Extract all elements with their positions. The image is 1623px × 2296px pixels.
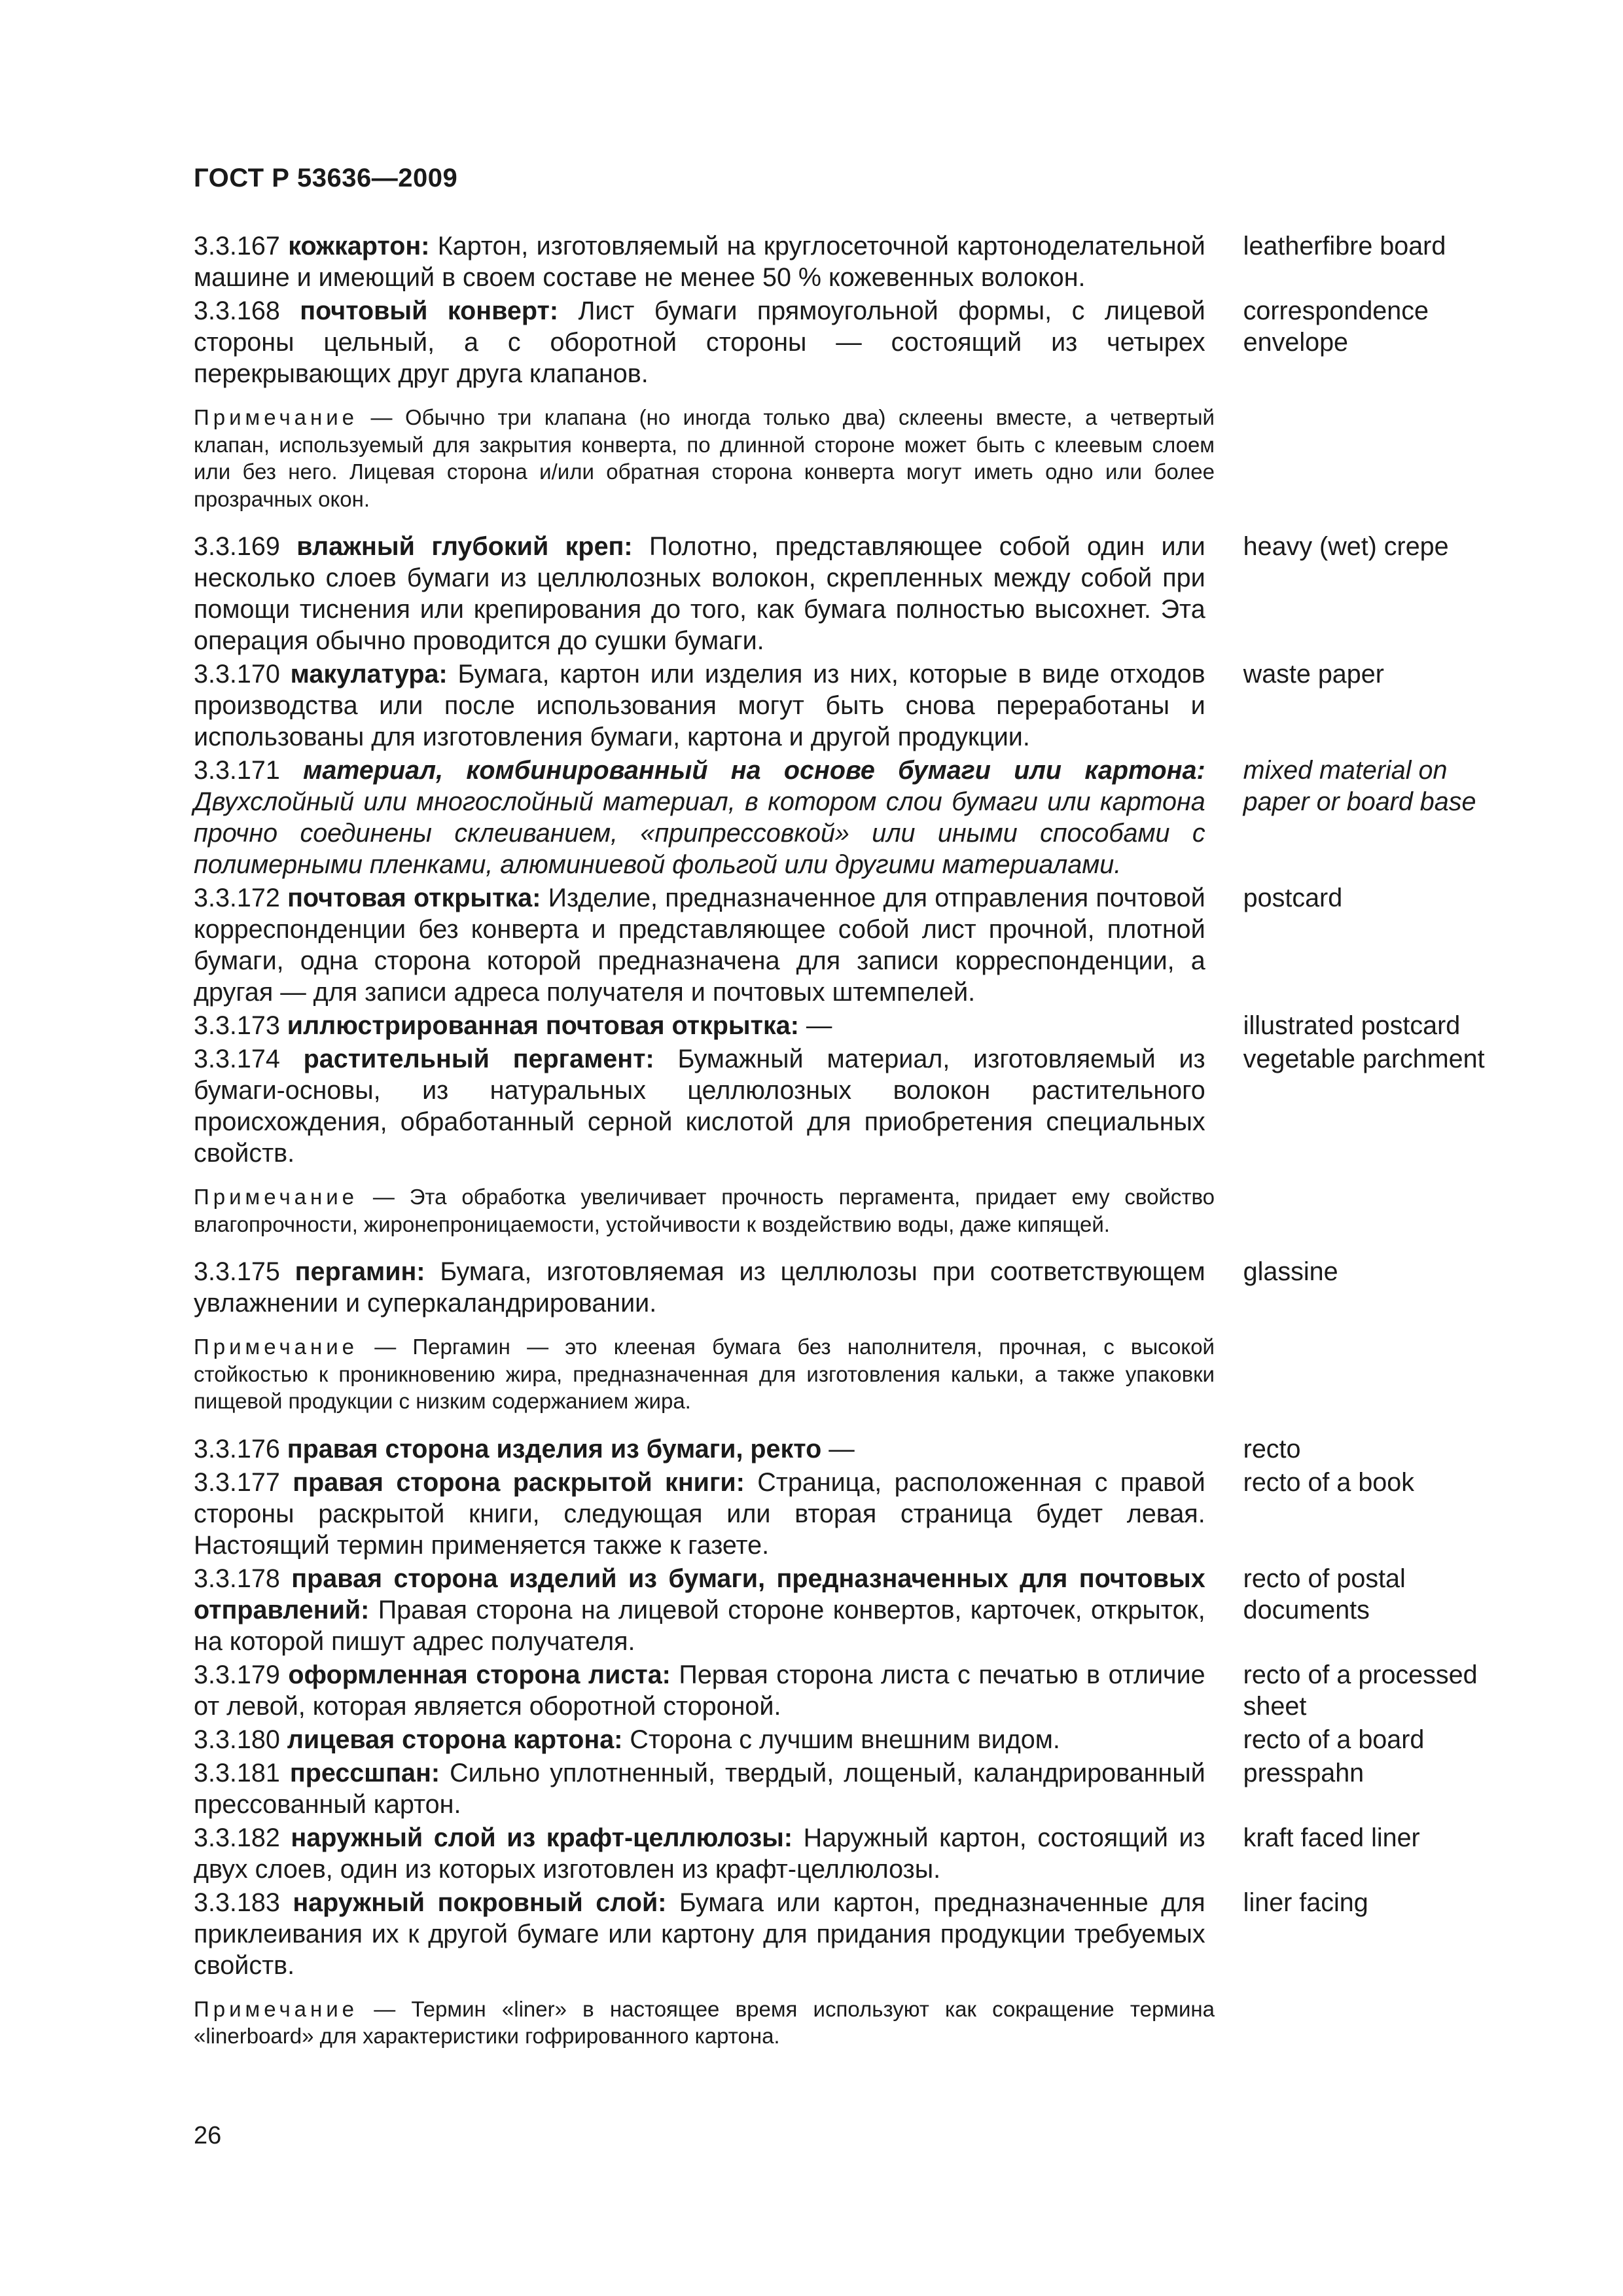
term-definition [194, 1256, 1205, 1319]
term-text: Изделие, предназначенное для отправления почтовой корреспонденции без конверта и представляющее собой лист прочной, плотной бумаги, одна сторона которой предназначена для записи корреспонденции, а другая — для записи адреса получателя и почтовых штемпелей. [194, 884, 1205, 1007]
term-text: Сторона с лучшим внешним видом. [622, 1725, 1060, 1754]
english-equivalent: leatherfibre board [1243, 232, 1446, 260]
term-text: Сильно уплотненный, твердый, лощеный, каландрированный прессованный картон. [194, 1758, 1205, 1819]
term-name: почтовый конверт: [300, 296, 558, 325]
term-name: почтовая открытка: [287, 884, 541, 912]
note-label: Примечание [194, 1335, 359, 1359]
term-entry-180 [194, 1724, 1503, 1755]
term-text: Бумага, изготовляемая из целлюлозы при соответствующем увлажнении и суперкаландрировании. [194, 1257, 1205, 1318]
term-text: Бумажный материал, изготовляемый из бумаги-основы, из натуральных целлюлозных волокон растительного происхождения, обработанный серной кислотой для приобретения специальных свойств. [194, 1045, 1205, 1168]
term-entry-172 [194, 882, 1503, 1008]
term-text: Правая сторона на лицевой стороне конвертов, карточек, открыток, на которой пишут адрес получателя. [194, 1595, 1205, 1656]
term-number: 3.3.172 [194, 884, 280, 912]
term-entry-167 [194, 230, 1503, 293]
term-number: 3.3.175 [194, 1257, 280, 1286]
english-equivalent: postcard [1243, 884, 1343, 912]
term-entry-171 [194, 755, 1503, 880]
term-number: 3.3.171 [194, 756, 280, 785]
term-entry-173 [194, 1010, 1503, 1041]
term-number: 3.3.174 [194, 1045, 280, 1073]
note-label: Примечание [194, 1996, 359, 2021]
term-text: Наружный картон, состоящий из двух слоев, один из которых изготовлен из крафт-целлюлозы. [194, 1823, 1205, 1884]
note-body: — Пергамин — это клееная бумага без наполнителя, прочная, с высокой стойкостью к проникновению жира, предназначенная для изготовления кальки, а также упаковки пищевой продукции с низким содержанием жира. [194, 1335, 1215, 1413]
term-name: пергамин: [294, 1257, 425, 1286]
term-number: 3.3.179 [194, 1660, 280, 1689]
note-body: — Эта обработка увеличивает прочность пергамента, придает ему свойство влагопрочности, жиронепроницаемости, устойчивости к воздействию воды, даже кипящей. [194, 1185, 1215, 1236]
term-definition [194, 1433, 1205, 1465]
term-number: 3.3.180 [194, 1725, 280, 1754]
note-text [194, 404, 1215, 512]
term-name: наружный слой из крафт-целлюлозы: [291, 1823, 793, 1852]
note-text [194, 1183, 1215, 1238]
term-entry-169 [194, 531, 1503, 656]
note-168 [194, 404, 1503, 512]
term-entry-182 [194, 1822, 1503, 1885]
term-text: Страница, расположенная с правой стороны раскрытой книги, следующая или вторая страница будет левая. Настоящий термин применяется также к газете. [194, 1467, 1205, 1560]
english-equivalent: liner facing [1243, 1888, 1368, 1917]
term-entry-174 [194, 1043, 1503, 1169]
note-body: — Обычно три клапана (но иногда только два) склеены вместе, а четвертый клапан, используемый для закрытия конверта, по длинной стороне может быть с клеевым слоем или без него. Лицевая сторона и/или обратная сторона конверта могут иметь одно или более прозрачных окон. [194, 405, 1215, 511]
english-equivalent: recto of a book [1243, 1467, 1414, 1497]
term-number: 3.3.183 [194, 1888, 280, 1917]
term-number: 3.3.182 [194, 1823, 280, 1852]
term-definition [194, 1757, 1205, 1820]
term-entry-177 [194, 1467, 1503, 1561]
term-definition [194, 230, 1205, 293]
term-entry-178 [194, 1563, 1503, 1657]
term-name: правая сторона изделий из бумаги, предназначенных для почтовых отправлений: [194, 1564, 1205, 1624]
english-equivalent: recto of a board [1243, 1725, 1425, 1754]
english-equivalent: recto [1243, 1434, 1301, 1463]
term-entry-175 [194, 1256, 1503, 1319]
english-equivalent: heavy (wet) crepe [1243, 532, 1449, 561]
english-equivalent: waste paper [1243, 660, 1384, 689]
term-name: лицевая сторона картона: [287, 1725, 623, 1754]
term-entry-168 [194, 295, 1503, 389]
term-name: оформленная сторона листа: [288, 1660, 671, 1689]
english-equivalent: glassine [1243, 1257, 1338, 1286]
term-text: Двухслойный или многослойный материал, в котором слои бумаги или картона прочно соединены склеиванием, «припрессовкой» или иными способами с полимерными пленками, алюминиевой фольгой или другими материалами. [194, 787, 1205, 879]
term-definition [194, 1467, 1205, 1561]
term-name: наружный покровный слой: [293, 1888, 667, 1917]
english-equivalent: recto of postal documents [1243, 1564, 1406, 1624]
english-equivalent: recto of a processed sheet [1243, 1660, 1478, 1721]
term-definition [194, 882, 1205, 1008]
term-name: растительный пергамент: [303, 1045, 654, 1073]
note-label: Примечание [194, 1185, 359, 1209]
term-definition [194, 1659, 1205, 1722]
term-number: 3.3.181 [194, 1758, 280, 1787]
term-name: материал, комбинированный на основе бумаги или картона: [303, 756, 1205, 785]
term-name: влажный глубокий креп: [296, 532, 633, 561]
english-equivalent: kraft faced liner [1243, 1823, 1420, 1852]
term-number: 3.3.167 [194, 232, 280, 260]
term-text: Полотно, представляющее собой один или несколько слоев бумаги из целлюлозных волокон, скрепленных между собой при помощи тиснения или крепирования до того, как бумага полностью высохнет. Эта операция обычно проводится до сушки бумаги. [194, 532, 1205, 655]
term-text: Лист бумаги прямоугольной формы, с лицевой стороны цельный, а с оборотной стороны — состоящий из четырех перекрывающих друг друга клапанов. [194, 296, 1205, 388]
note-175 [194, 1333, 1503, 1415]
note-text [194, 1996, 1215, 2050]
term-name: правая сторона изделия из бумаги, ректо [287, 1434, 822, 1463]
term-definition [194, 755, 1205, 880]
term-definition [194, 531, 1205, 656]
term-name: правая сторона раскрытой книги: [293, 1467, 745, 1497]
english-equivalent: vegetable parchment [1243, 1045, 1485, 1073]
term-name: кожкартон: [288, 232, 430, 260]
term-entry-179 [194, 1659, 1503, 1722]
note-174 [194, 1183, 1503, 1238]
english-equivalent: presspahn [1243, 1758, 1364, 1787]
term-definition [194, 1822, 1205, 1885]
term-definition [194, 1563, 1205, 1657]
term-definition [194, 1043, 1205, 1169]
term-name: иллюстрированная почтовая открытка: [287, 1011, 799, 1040]
english-equivalent: mixed material on paper or board base [1243, 756, 1476, 816]
term-entry-170 [194, 658, 1503, 753]
term-definition [194, 295, 1205, 389]
term-text: Бумага или картон, предназначенные для приклеивания их к другой бумаге или картону для придания продукции требуемых свойств. [194, 1888, 1205, 1980]
term-text: Картон, изготовляемый на круглосеточной картоноделательной машине и имеющий в своем составе не менее 50 % кожевенных волокон. [194, 232, 1205, 292]
term-number: 3.3.169 [194, 532, 280, 561]
term-number: 3.3.177 [194, 1467, 280, 1497]
term-definition [194, 658, 1205, 753]
term-text: Бумага, картон или изделия из них, которые в виде отходов производства или после использования могут быть снова переработаны и использованы для изготовления бумаги, картона и другой продукции. [194, 660, 1205, 751]
term-definition [194, 1887, 1205, 1981]
english-equivalent: correspondence envelope [1243, 296, 1429, 357]
page-number: 26 [194, 2122, 222, 2149]
terms-list [194, 230, 1503, 2068]
english-equivalent: illustrated postcard [1243, 1011, 1461, 1040]
term-text: — [798, 1011, 832, 1040]
term-text: Первая сторона листа с печатью в отличие от левой, которая является оборотной стороной. [194, 1660, 1205, 1721]
note-label: Примечание [194, 405, 359, 429]
note-183 [194, 1996, 1503, 2050]
term-definition [194, 1724, 1205, 1755]
term-number: 3.3.170 [194, 660, 280, 689]
document-header: ГОСТ Р 53636—2009 [194, 164, 458, 192]
term-number: 3.3.176 [194, 1434, 280, 1463]
term-number: 3.3.168 [194, 296, 280, 325]
term-name: макулатура: [290, 660, 448, 689]
term-entry-176 [194, 1433, 1503, 1465]
term-text: — [821, 1434, 855, 1463]
term-name: прессшпан: [289, 1758, 440, 1787]
note-text [194, 1333, 1215, 1415]
term-entry-183 [194, 1887, 1503, 1981]
term-number: 3.3.173 [194, 1011, 280, 1040]
term-number: 3.3.178 [194, 1564, 280, 1593]
term-entry-181 [194, 1757, 1503, 1820]
note-body: — Термин «liner» в настоящее время используют как сокращение термина «linerboard» для характеристики гофрированного картона. [194, 1996, 1215, 2048]
term-definition [194, 1010, 1205, 1041]
